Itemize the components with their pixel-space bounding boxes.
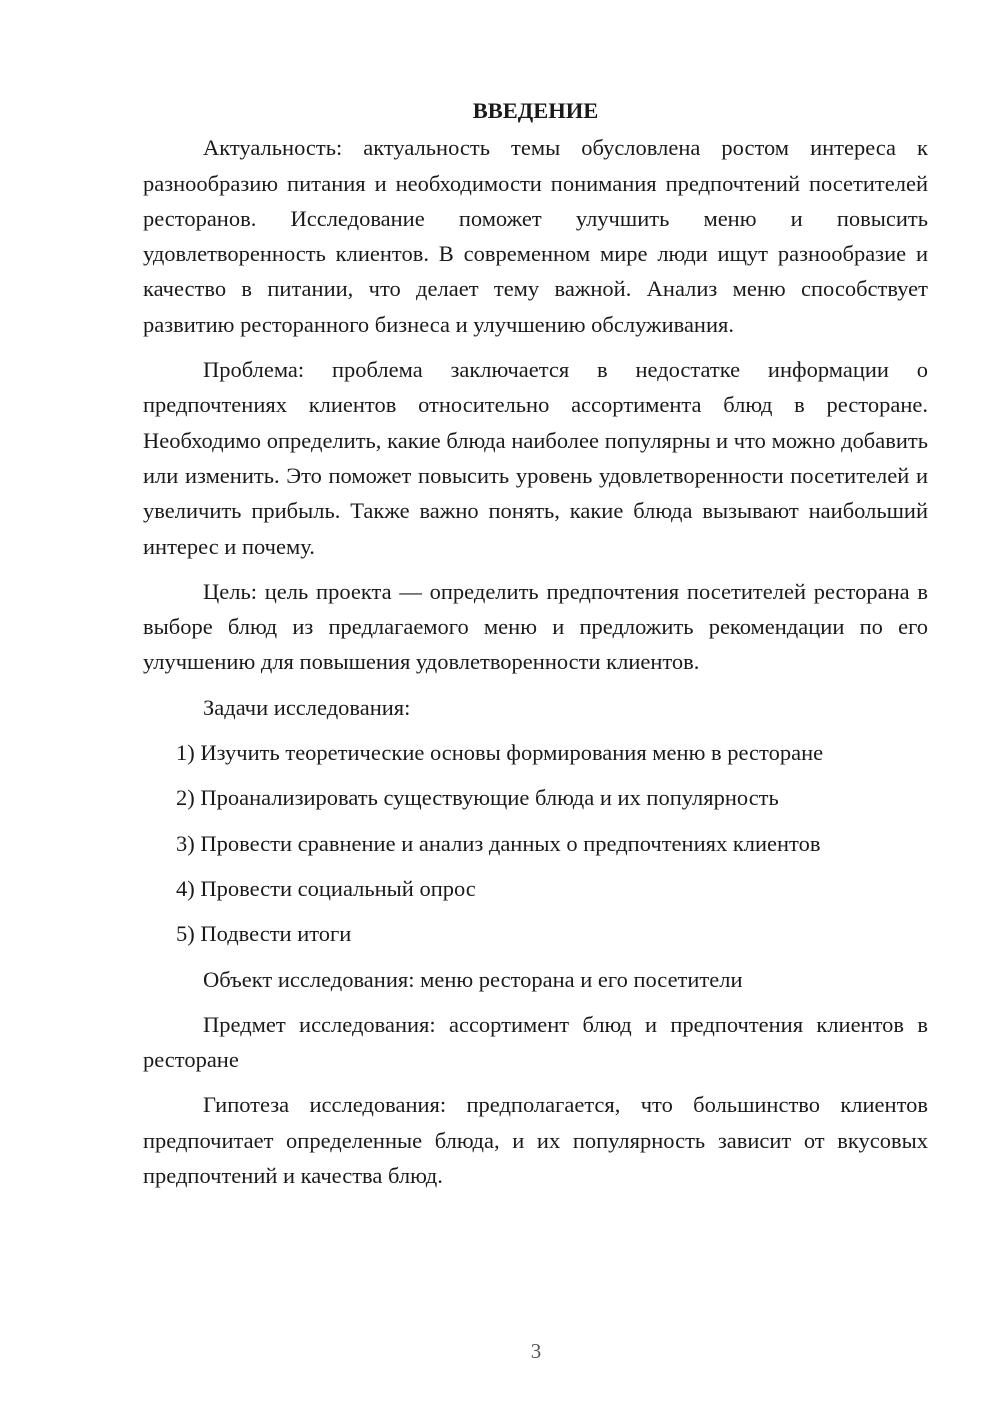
- page-number: 3: [530, 1339, 542, 1363]
- tasks-list: [143, 735, 928, 951]
- task-item: 1) Изучить теоретические основы формирования меню в ресторане: [176, 740, 824, 766]
- goal-paragraph: Цель: цель проекта — определить предпочтения посетителей ресторана в выборе блюд из предлагаемого меню и предложить рекомендации по его улучшению для повышения удовлетворенности клиентов.: [143, 578, 928, 675]
- task-item: 4) Провести социальный опрос: [176, 875, 476, 901]
- tasks-heading: Задачи исследования:: [203, 694, 411, 720]
- relevance-paragraph: Актуальность: актуальность темы обусловлена ростом интереса к разнообразию питания и необходимости понимания предпочтений посетителей ресторанов. Исследование поможет улучшить меню и повысить удовлетворенность клиентов. В современном мире люди ищут разнообразие и качество в питании, что делает тему важной. Анализ меню способствует развитию ресторанного бизнеса и улучшению обслуживания.: [143, 135, 928, 337]
- task-item: 5) Подвести итоги: [176, 921, 352, 947]
- hypothesis-paragraph: Гипотеза исследования: предполагается, что большинство клиентов предпочитает определенные блюда, и их популярность зависит от вкусовых предпочтений и качества блюд.: [143, 1092, 928, 1189]
- subject-paragraph: Предмет исследования: ассортимент блюд и предпочтения клиентов в ресторане: [143, 1011, 928, 1073]
- object-paragraph: Объект исследования: меню ресторана и его посетители: [203, 966, 743, 992]
- document-body: [143, 93, 928, 1203]
- task-item: 2) Проанализировать существующие блюда и их популярность: [176, 785, 779, 811]
- problem-paragraph: Проблема: проблема заключается в недостатке информации о предпочтениях клиентов относительно ассортимента блюд в ресторане. Необходимо определить, какие блюда наиболее популярны и что можно добавить или изменить. Это поможет повысить уровень удовлетворенности посетителей и увеличить прибыль. Также важно понять, какие блюда вызывают наибольший интерес и почему.: [143, 357, 928, 559]
- page-title: ВВЕДЕНИЕ: [472, 98, 599, 123]
- task-item: 3) Провести сравнение и анализ данных о предпочтениях клиентов: [176, 830, 821, 856]
